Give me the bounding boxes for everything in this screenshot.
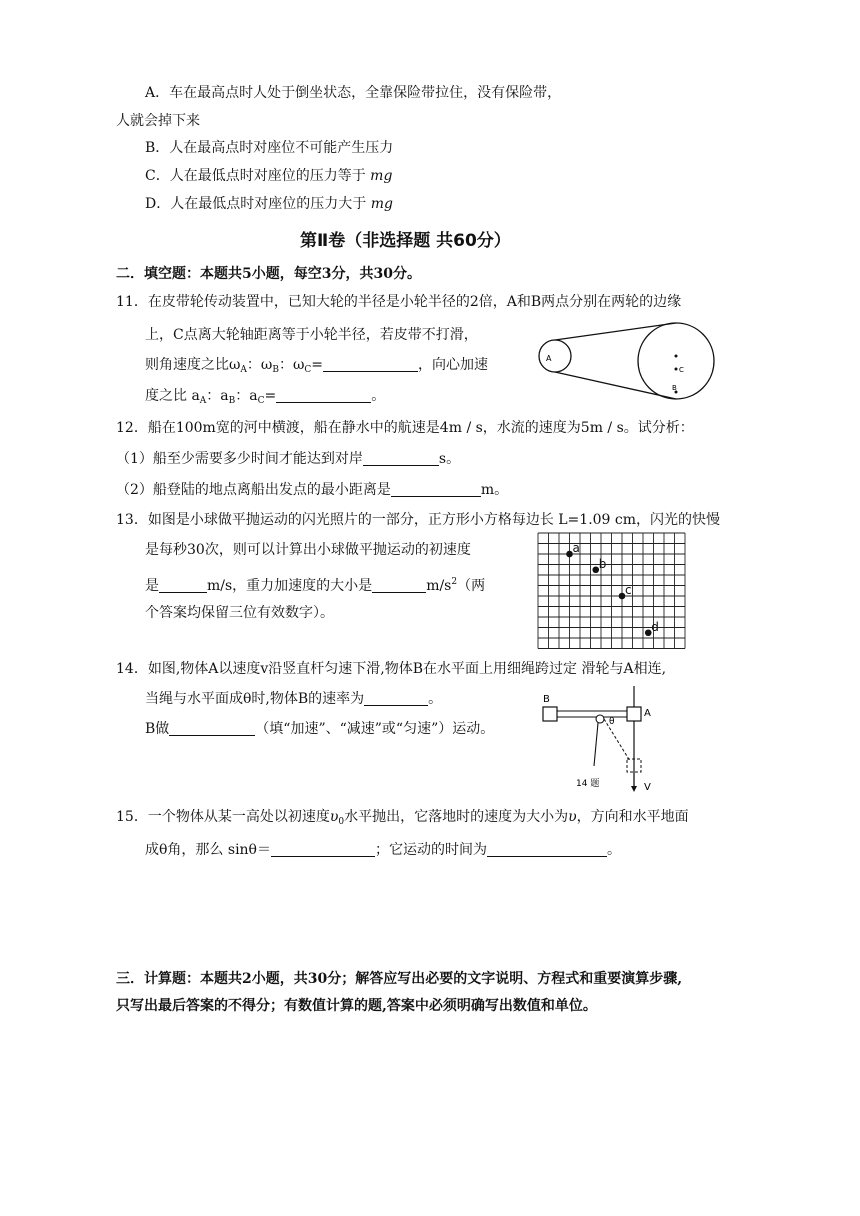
q12-time-blank[interactable] (363, 450, 439, 466)
q10-option-a-line1: A．车在最高点时人处于倒坐状态，全靠保险带拉住，没有保险带， (145, 85, 562, 101)
flash-point-label-c: c (625, 583, 632, 597)
q14-line1: 14．如图,物体A以速度v沿竖直杆匀速下滑,物体B在水平面上用细绳跨过定 滑轮与A相连, (116, 661, 667, 677)
q11-line1: 11．在皮带轮传动装置中，已知大轮的半径是小轮半径的2倍，A和B两点分别在两轮的边缘 (116, 294, 682, 310)
pulley-support (594, 723, 598, 766)
q13-line2: 是每秒30次，则可以计算出小球做平抛运动的初速度 (145, 542, 471, 558)
flash-point-label-d: d (651, 619, 659, 634)
q14-line3: B做 （填“加速”、“减速”或“匀速”）运动。 (145, 721, 495, 737)
flash-point-label-b: b (598, 556, 607, 571)
part2-title: 第Ⅱ卷（非选择题 共60分） (300, 231, 511, 251)
q12-distance-blank[interactable] (391, 481, 481, 497)
q12-part1: （1）船至少需要多少时间才能达到对岸 s。 (116, 451, 461, 467)
label-b: B (543, 694, 550, 705)
calculation-section-heading-line1: 三．计算题：本题共2小题，共30分；解答应写出必要的文字说明、方程式和重要演算步骤, (116, 971, 683, 987)
q12-part2: （2）船登陆的地点离船出发点的最小距离是 m。 (116, 482, 509, 498)
q15-sin-theta-blank[interactable] (271, 841, 375, 857)
dashed-rope (604, 719, 630, 761)
projectile-grid-figure (536, 531, 686, 651)
q14-motion-blank[interactable] (169, 720, 255, 736)
belt-pulley-figure (538, 318, 724, 402)
q15-time-blank[interactable] (487, 841, 607, 857)
q14-speed-blank[interactable] (364, 690, 428, 706)
q11-acceleration-blank[interactable] (276, 387, 371, 403)
belt-bottom (555, 372, 676, 399)
point-c (675, 368, 678, 371)
figure-caption: 14 题 (576, 779, 600, 789)
block-b (543, 707, 557, 721)
q15-line1: 15．一个物体从某一高处以初速度$\upsilon_0$水平抛出，它落地时的速度为大小为υ，方向和水平地面 (116, 809, 689, 827)
velocity-arrow-head (631, 786, 637, 792)
q10-option-b: B．人在最高点时对座位不可能产生压力 (145, 140, 394, 156)
q13-line1: 13．如图是小球做平抛运动的闪光照片的一部分，正方形小方格每边长 L=1.09 cm，闪光的快慢 (116, 512, 721, 528)
flash-point-label-a: a (572, 541, 580, 555)
large-pulley-axle (675, 355, 678, 358)
label-v: V (644, 782, 651, 793)
q10-option-c: C．人在最低点时对座位的压力等于 mg (145, 168, 393, 184)
label-c: C (679, 366, 684, 374)
q11-line4: 度之比 $a_A$：$a_B$：$a_C=$ 。 (145, 388, 386, 406)
pulley-wheel (596, 715, 604, 723)
q14-line2: 当绳与水平面成θ时,物体B的速率为 。 (145, 691, 443, 707)
q12-line1: 12．船在100m宽的河中横渡，船在静水中的航速是4m / s，水流的速度为5m / s。试分析： (116, 420, 694, 436)
label-b: B (672, 384, 677, 392)
fill-in-section-heading: 二．填空题：本题共5小题，每空3分，共30分。 (116, 266, 421, 282)
q13-line3: 是 m/s，重力加速度的大小是 $m/s^2$（两 (145, 577, 486, 594)
small-pulley (539, 340, 571, 372)
calculation-section-heading-line2: 只写出最后答案的不得分；有数值计算的题,答案中必须明确写出数值和单位。 (116, 998, 597, 1014)
label-theta: θ (609, 717, 615, 727)
q15-line2: 成θ角，那么 sinθ＝ ；它运动的时间为 。 (145, 842, 621, 858)
q11-angular-velocity-blank[interactable] (323, 356, 418, 372)
grid-lines (538, 533, 685, 649)
belt-top (555, 323, 676, 340)
q13-initial-velocity-blank[interactable] (159, 577, 207, 593)
q11-line3: 则角速度之比$\omega_A$：$\omega_B$：$\omega_C=$ ，向心加速 (145, 357, 489, 375)
pulley-rope-figure (536, 686, 666, 796)
q10-option-d: D．人在最低点时对座位的压力大于 mg (145, 196, 393, 212)
label-a: A (546, 354, 552, 363)
block-a (627, 707, 641, 721)
q11-line2: 上，C点离大轮轴距离等于小轮半径，若皮带不打滑， (145, 327, 478, 343)
q10-option-a-line2: 人就会掉下来 (116, 113, 200, 129)
q13-line4: 个答案均保留三位有效数字）。 (145, 605, 334, 621)
q13-gravity-blank[interactable] (372, 577, 426, 593)
label-a: A (644, 708, 651, 719)
